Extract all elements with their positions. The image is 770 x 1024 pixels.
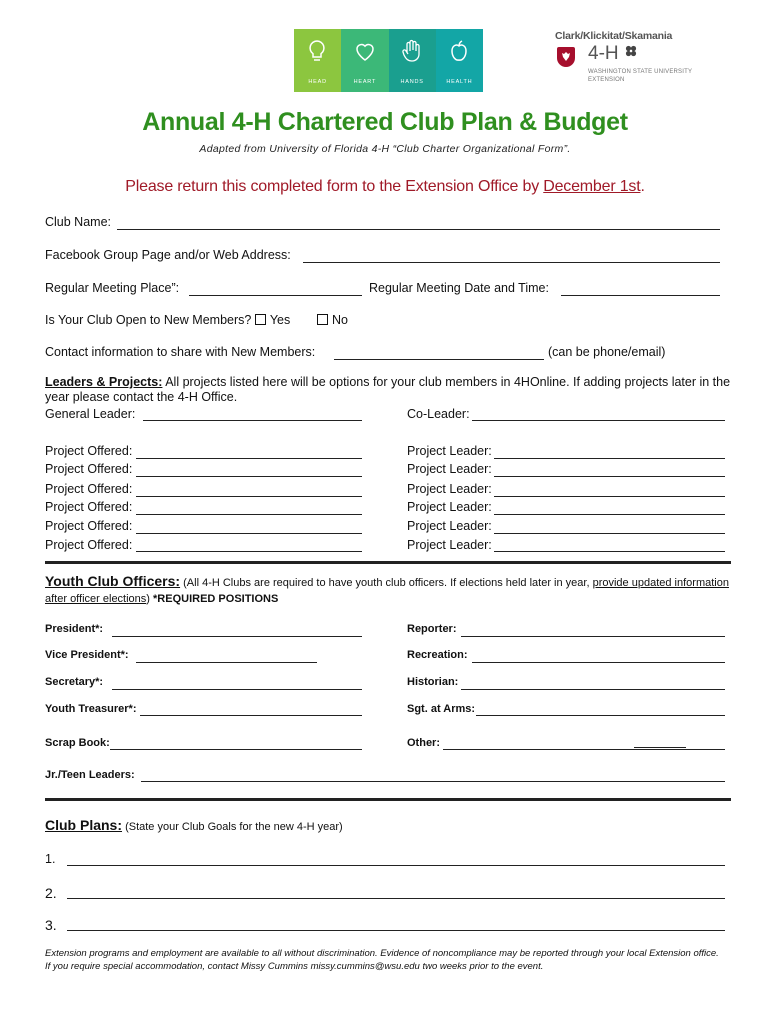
- heart-tile: [341, 29, 388, 92]
- project-offered-field[interactable]: [136, 533, 362, 534]
- university-line: WASHINGTON STATE UNIVERSITY: [588, 69, 693, 75]
- project-offered-label: Project Offered:: [45, 500, 133, 514]
- other-extra-line: [634, 747, 686, 748]
- president-label: President*:: [45, 623, 104, 635]
- meeting-place-label: Regular Meeting Place”:: [45, 281, 180, 295]
- plan-field[interactable]: [67, 930, 725, 931]
- project-offered-label: Project Offered:: [45, 444, 133, 458]
- project-leader-field[interactable]: [494, 514, 725, 515]
- university-name: [588, 68, 692, 84]
- facebook-label: Facebook Group Page and/or Web Address:: [45, 248, 291, 262]
- scrap-book-field[interactable]: [110, 749, 362, 750]
- heart-label: HEART: [353, 79, 377, 85]
- meeting-place-field[interactable]: [189, 295, 362, 296]
- meeting-date-label: Regular Meeting Date and Time:: [369, 281, 549, 295]
- contact-label: Contact information to share with New Members:: [45, 345, 316, 359]
- project-offered-field[interactable]: [136, 514, 362, 515]
- plan-number: 2.: [45, 885, 57, 901]
- county-name: Clark/Klickitat/Skamania: [555, 30, 673, 42]
- sgt-at-arms-field[interactable]: [476, 715, 725, 716]
- form-title: Annual 4-H Chartered Club Plan & Budget: [142, 108, 628, 136]
- head-label: HEAD: [308, 79, 327, 85]
- other-field[interactable]: [443, 749, 725, 750]
- vice-president-field[interactable]: [136, 662, 317, 663]
- project-leader-label: Project Leader:: [407, 500, 492, 514]
- historian-field[interactable]: [461, 689, 725, 690]
- co-leader-label: Co-Leader:: [407, 407, 470, 421]
- project-offered-label: Project Offered:: [45, 482, 133, 496]
- general-leader-field[interactable]: [143, 420, 362, 421]
- other-label: Other:: [407, 737, 440, 749]
- youth-treasurer-label: Youth Treasurer*:: [45, 703, 137, 715]
- youth-close: ): [146, 593, 150, 605]
- hands-label: HANDS: [400, 79, 424, 85]
- health-tile: [436, 29, 483, 92]
- club-plans-note: (State your Club Goals for the new 4-H year): [122, 821, 343, 833]
- contact-field[interactable]: [334, 359, 544, 360]
- open-question-label: [45, 313, 290, 327]
- project-leader-label: Project Leader:: [407, 444, 492, 458]
- youth-treasurer-field[interactable]: [140, 715, 362, 716]
- project-leader-field[interactable]: [494, 551, 725, 552]
- project-offered-field[interactable]: [136, 496, 362, 497]
- club-name-field[interactable]: [117, 229, 720, 230]
- officer-elections-note: provide updated information after officer elections: [45, 577, 729, 605]
- project-leader-label: Project Leader:: [407, 462, 492, 476]
- no-option: [317, 313, 348, 327]
- vice-president-label: Vice President*:: [45, 649, 129, 661]
- reporter-field[interactable]: [461, 636, 725, 637]
- yes-label: Yes: [269, 313, 291, 327]
- co-leader-field[interactable]: [472, 420, 725, 421]
- sgt-at-arms-label: Sgt. at Arms:: [407, 703, 476, 715]
- project-leader-field[interactable]: [494, 533, 725, 534]
- four-h-brand: 4-H: [588, 43, 619, 64]
- reporter-label: Reporter:: [407, 623, 457, 635]
- wsu-shield-logo: [557, 47, 575, 67]
- historian-label: Historian:: [407, 676, 459, 688]
- jr-teen-leaders-label: Jr./Teen Leaders:: [45, 769, 135, 781]
- section-divider: [45, 798, 731, 801]
- meeting-date-field[interactable]: [561, 295, 720, 296]
- apple-icon: [448, 39, 470, 63]
- project-leader-label: Project Leader:: [407, 482, 492, 496]
- project-leader-label: Project Leader:: [407, 519, 492, 533]
- health-label: HEALTH: [446, 79, 473, 85]
- no-checkbox[interactable]: [317, 314, 328, 325]
- project-offered-label: Project Offered:: [45, 519, 133, 533]
- president-field[interactable]: [112, 636, 362, 637]
- general-leader-label: General Leader:: [45, 407, 136, 421]
- facebook-field[interactable]: [303, 262, 720, 263]
- plan-field[interactable]: [67, 865, 725, 866]
- form-subtitle: Adapted from University of Florida 4-H “Club Charter Organizational Form”.: [199, 143, 571, 155]
- youth-officers-text: (All 4-H Clubs are required to have youth club officers. If elections held later in year,: [180, 577, 593, 589]
- secretary-label: Secretary*:: [45, 676, 104, 688]
- cougar-head-icon: [560, 50, 572, 62]
- project-offered-label: Project Offered:: [45, 462, 133, 476]
- plan-number: 3.: [45, 917, 57, 933]
- no-label: No: [332, 313, 348, 327]
- lightbulb-icon: [306, 39, 328, 65]
- project-leader-field[interactable]: [494, 476, 725, 477]
- hands-tile: [389, 29, 436, 92]
- project-offered-field[interactable]: [136, 458, 362, 459]
- recreation-field[interactable]: [472, 662, 725, 663]
- head-tile: [294, 29, 341, 92]
- return-notice-end: .: [640, 178, 645, 195]
- hand-icon: [401, 39, 423, 65]
- project-offered-field[interactable]: [136, 551, 362, 552]
- club-plans-section: [45, 817, 735, 835]
- plan-number: 1.: [45, 852, 56, 866]
- scrap-book-label: Scrap Book:: [45, 737, 110, 749]
- contact-note: (can be phone/email): [548, 345, 666, 359]
- project-leader-field[interactable]: [494, 458, 725, 459]
- youth-officers-heading: Youth Club Officers:: [45, 573, 181, 589]
- leaders-heading: Leaders & Projects:: [45, 375, 163, 389]
- project-offered-label: Project Offered:: [45, 538, 133, 552]
- secretary-field[interactable]: [112, 689, 362, 690]
- section-divider: [45, 561, 731, 564]
- jr-teen-leaders-field[interactable]: [141, 781, 725, 782]
- heart-icon: [353, 39, 377, 63]
- yes-checkbox[interactable]: [255, 314, 266, 325]
- four-h-pledge-banner: [294, 29, 483, 92]
- leaders-section: [45, 375, 735, 405]
- return-notice: [0, 178, 770, 196]
- youth-officers-section: [45, 573, 735, 607]
- due-date: December 1st: [543, 178, 641, 195]
- open-question-text: Is Your Club Open to New Members?: [45, 313, 252, 327]
- plan-field[interactable]: [67, 898, 725, 899]
- project-leader-field[interactable]: [494, 496, 725, 497]
- club-plans-heading: Club Plans:: [45, 817, 123, 833]
- club-name-label: Club Name:: [45, 215, 111, 229]
- return-notice-text: Please return this completed form to the Extension Office by: [125, 178, 544, 195]
- nondiscrimination-footer: Extension programs and employment are available to all without discrimination. Evidence of noncompliance may be reported through your local Extension office. If you require special accommodation, contact Missy Cummins missy.cummins@wsu.edu two weeks prior to the event.: [45, 948, 719, 972]
- project-leader-label: Project Leader:: [407, 538, 492, 552]
- required-positions: *REQUIRED POSITIONS: [149, 593, 279, 605]
- clover-icon: [625, 45, 637, 57]
- leaders-text: All projects listed here will be options for your club members in 4HOnline. If adding projects later in the year please contact the 4-H Office.: [45, 375, 731, 404]
- recreation-label: Recreation:: [407, 649, 468, 661]
- project-offered-field[interactable]: [136, 476, 362, 477]
- extension-line: EXTENSION: [588, 77, 625, 83]
